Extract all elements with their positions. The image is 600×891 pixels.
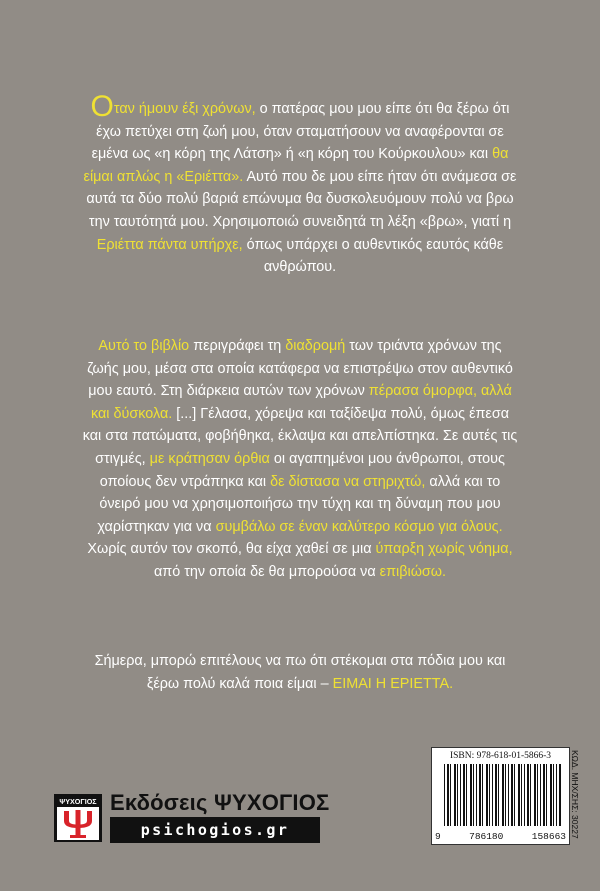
body-text: οι αγαπημένοι μου άνθρωποι, στους οποίους δεν ντράπηκα και: [99, 450, 505, 490]
highlight-phrase: πέρασα όμορφα, αλλά και δύσκολα.: [90, 383, 512, 422]
highlight-phrase: δε δίστασα να στηριχτώ,: [270, 473, 426, 490]
barcode-icon: [444, 764, 562, 826]
body-text: [...] Γέλασα, χόρεψα και ταξίδεψα πολύ, όμως έπεσα και στα πατώματα, φοβήθηκα, έκλαψα και απελπίστηκα. Σε αυτές τις στιγμές,: [82, 405, 518, 467]
highlight-phrase: θα είμαι απλώς η «Εριέττα».: [83, 146, 509, 185]
body-text: των τριάντα χρόνων της ζωής μου, μέσα στα οποία κατάφερα να επιστρέψω στον αυθεντικό μου εαυτό. Στη διάρκεια αυτών των χρόνων: [87, 338, 513, 400]
body-text: Σήμερα, μπορώ επιτέλους να πω ότι στέκομαι στα πόδια μου και ξέρω πολύ καλά ποια είμαι –: [94, 653, 506, 692]
highlight-phrase: Αυτό το βιβλίο: [98, 338, 190, 354]
blurb-paragraph-2: [82, 335, 518, 584]
barcode-digit-lead: 9: [435, 831, 441, 842]
body-text: από την οποία δε θα μπορούσα να: [153, 563, 380, 580]
highlight-phrase: ύπαρξη χωρίς νόημα,: [375, 541, 513, 558]
barcode-box: [431, 747, 570, 845]
body-text: Αυτό που δε μου είπε ήταν ότι ανάμεσα σε αυτά τα δύο πολύ βαριά επώνυμα θα δυσκολευόμουν πολύ να βρω την ταυτότητά μου. Χρησιμοποιώ συνειδητά τη λέξη «βρω», γιατί η: [86, 168, 517, 230]
publisher-logo-icon: [54, 794, 102, 842]
body-text: όπως υπάρχει ο αυθεντικός εαυτός κάθε ανθρώπου.: [242, 236, 504, 276]
highlight-phrase: με κράτησαν όρθια: [149, 450, 270, 467]
logo-lettering: ΨΥΧΟΓΙΟΣ: [59, 797, 97, 806]
highlight-phrase: ΕΙΜΑΙ Η ΕΡΙΕΤΤΑ.: [332, 675, 454, 692]
body-text: Χωρίς αυτόν τον σκοπό, θα είχα χαθεί σε μια: [87, 541, 376, 558]
isbn-label: ISBN: 978-618-01-5866-3: [449, 751, 552, 761]
publisher-name: Εκδόσεις ΨΥΧΟΓΙΟΣ: [110, 790, 330, 815]
drop-cap: Ο: [90, 90, 114, 123]
blurb-paragraph-3: [82, 650, 518, 695]
barcode-digit-group-left: 786180: [469, 831, 504, 842]
barcode-digits: [435, 831, 566, 842]
barcode-digit-group-right: 158663: [531, 831, 566, 842]
publisher-url: psichogios.gr: [110, 817, 320, 843]
machine-code: ΚΩΔ. ΜΗΧ/ΣΗΣ: 30227: [570, 750, 580, 839]
highlight-phrase: ταν ήμουν έξι χρόνων,: [113, 101, 256, 117]
blurb-paragraph-1: [82, 90, 518, 279]
body-text: αλλά και το όνειρό μου να χρησιμοποιήσω την τύχη και τη δύναμη που μου χαρίστηκαν για να: [97, 473, 501, 535]
highlight-phrase: διαδρομή: [285, 338, 346, 354]
body-text: περιγράφει τη: [189, 338, 286, 354]
highlight-phrase: Εριέττα πάντα υπήρχε,: [96, 236, 243, 253]
highlight-phrase: συμβάλω σε έναν καλύτερο κόσμο για όλους.: [215, 518, 503, 535]
highlight-phrase: επιβιώσω.: [379, 563, 447, 580]
body-text: ο πατέρας μου μου είπε ότι θα ξέρω ότι έχω πετύχει στη ζωή μου, όταν σταματήσουν να αναφέρονται σε εμένα ως «η κόρη της Λάτση» ή «η κόρη του Κούρκουλου» και: [91, 101, 510, 163]
